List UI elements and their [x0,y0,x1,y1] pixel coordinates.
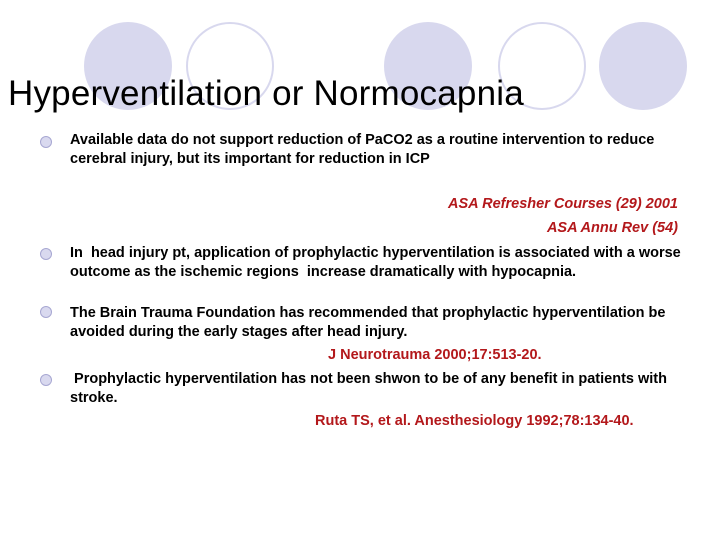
bullet-text-3: The Brain Trauma Foundation has recommended that prophylactic hyperventilation be avoided during the early stages after head injury. [70,305,670,340]
reference-1b: ASA Annu Rev (54) [546,220,678,236]
bullet-icon [40,306,52,318]
bullet-text-2: In head injury pt, application of prophylactic hyperventilation is associated with a worse outcome as the ischemic regions increase dramatically with hypocapnia. [70,245,685,280]
bullet-text-4: Prophylactic hyperventilation has not been shwon to be of any benefit in patients with stroke. [70,371,672,406]
reference-1a: ASA Refresher Courses (29) 2001 [448,196,678,212]
slide-title: Hyperventilation or Normocapnia [8,74,524,113]
bullet-icon [40,374,52,386]
reference-3: J Neurotrauma 2000;17:513-20. [328,347,542,363]
bullet-icon [40,248,52,260]
bullet-text-1: Available data do not support reduction of PaCO2 as a routine intervention to reduce cerebral injury, but its important for reduction in ICP [70,132,659,167]
bullet-icon [40,136,52,148]
decor-circle-5 [599,22,687,110]
reference-4: Ruta TS, et al. Anesthesiology 1992;78:134-40. [315,413,634,429]
